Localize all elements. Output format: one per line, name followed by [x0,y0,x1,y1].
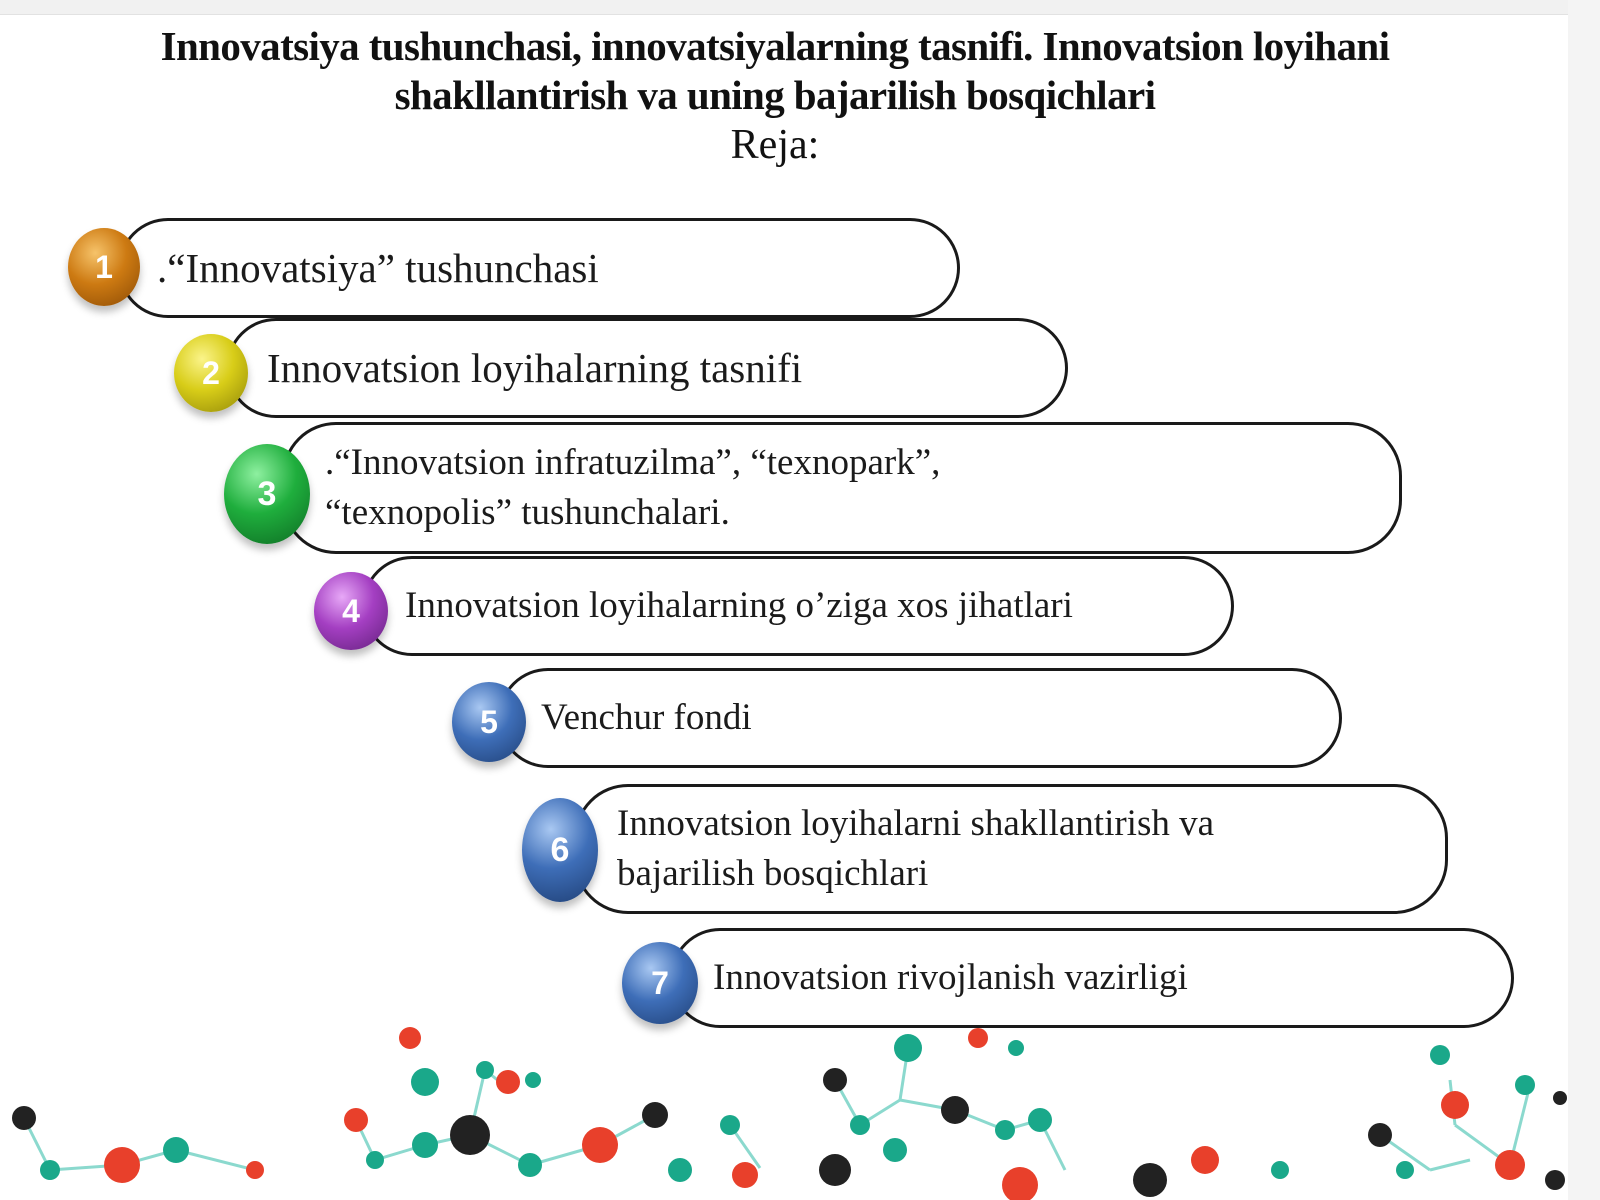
number-badge-5: 5 [452,682,526,762]
plan-item-text: Innovatsion loyihalarning o’ziga xos jihatlari [405,585,1073,626]
slide-title: Innovatsiya tushunchasi, innovatsiyalarning tasnifi. Innovatsion loyihani shakllantirish va uning bajarilish bosqichlari [160,23,1390,118]
plan-item-text: Innovatsion loyihalarning tasnifi [267,345,803,391]
plan-item-text: Venchur fondi [541,697,752,738]
plan-heading: Reja: [730,122,820,168]
number-badge-4: 4 [314,572,388,650]
number-badge-6: 6 [522,798,598,902]
plan-item-text: .“Innovatsion infratuzilma”, “texnopark”, “texnopolis” tushunchalari. [325,442,941,533]
number-badge-1: 1 [68,228,140,306]
top-strip [0,0,1568,15]
plan-item-text: .“Innovatsiya” tushunchasi [157,245,599,291]
plan-item-3 [282,422,1402,554]
number-badge-2: 2 [174,334,248,412]
slide-header [100,22,1450,170]
number-badge-7: 7 [622,942,698,1024]
plan-item-7 [670,928,1514,1028]
plan-item-text: Innovatsion loyihalarni shakllantirish va bajarilish bosqichlari [617,803,1215,894]
plan-item-6 [574,784,1448,914]
plan-item-4 [362,556,1234,656]
plan-item-1 [118,218,960,318]
plan-item-5 [498,668,1342,768]
right-edge-strip [1568,0,1600,1200]
plan-item-2 [226,318,1068,418]
plan-item-text: Innovatsion rivojlanish vazirligi [713,957,1188,998]
number-badge-3: 3 [224,444,310,544]
molecule-network-decoration [0,1020,1568,1200]
